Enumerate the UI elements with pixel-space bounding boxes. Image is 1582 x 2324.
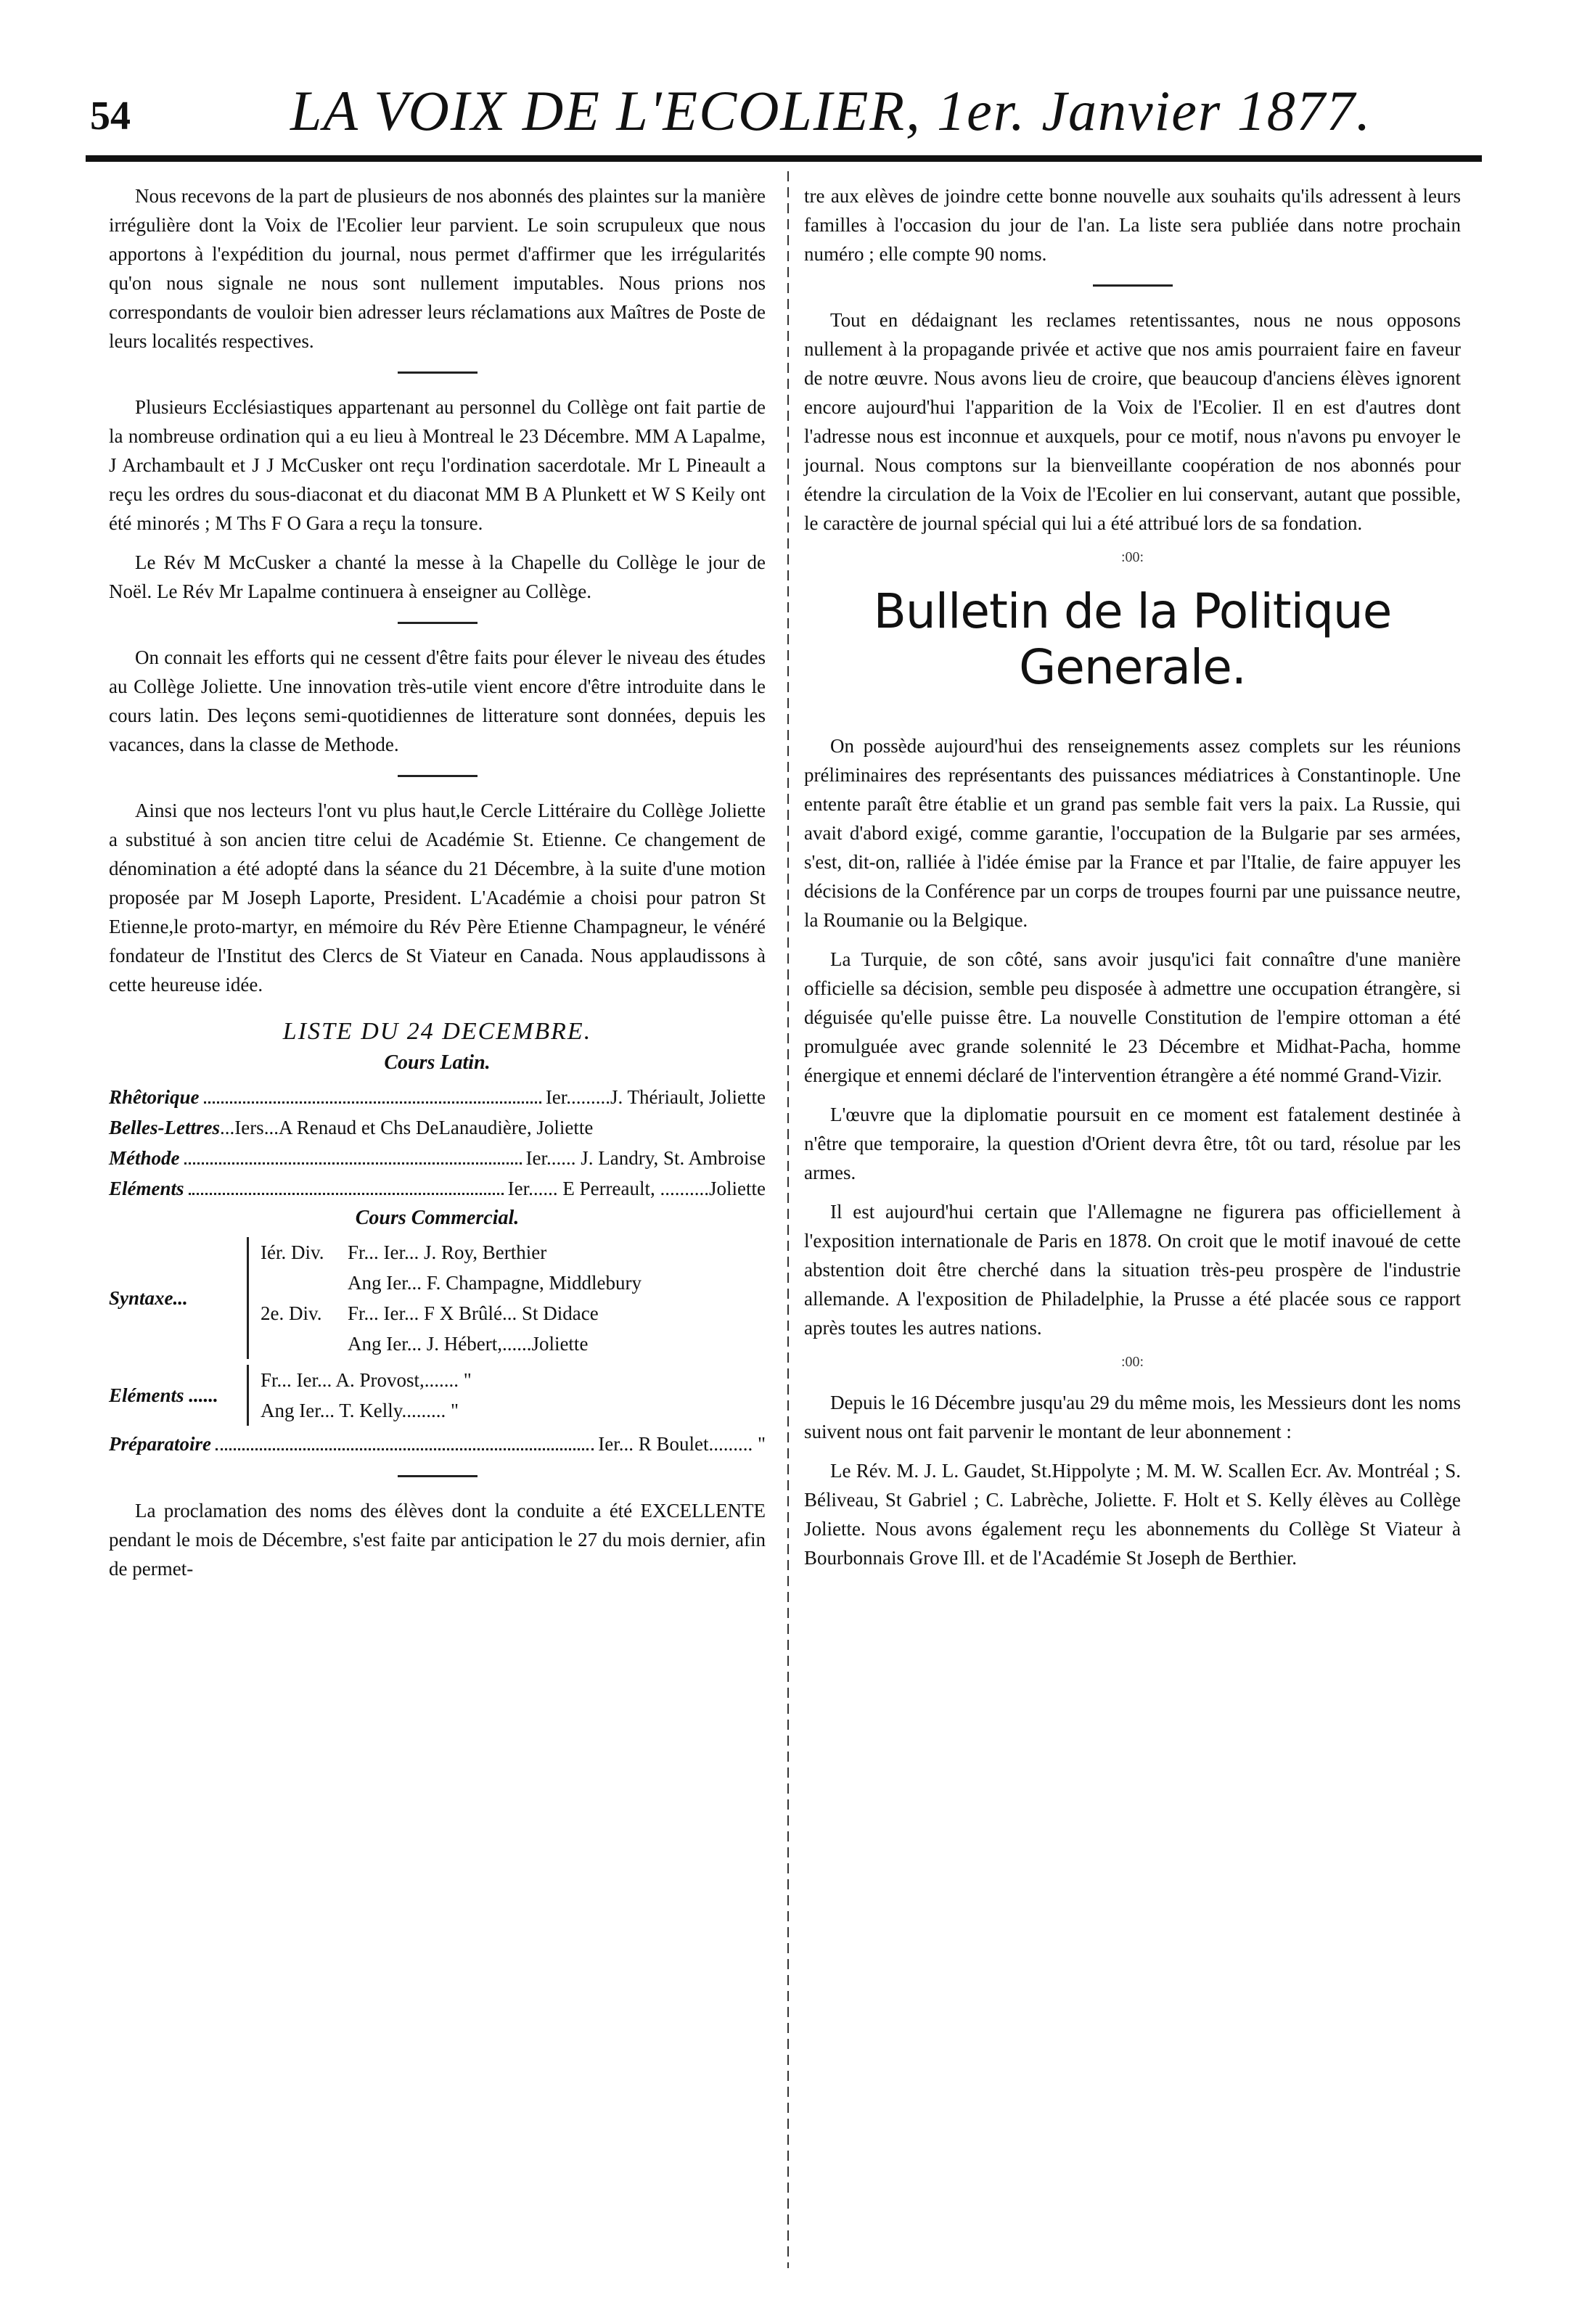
entry-value: Ier.........J. Thériault, Joliette bbox=[545, 1086, 766, 1108]
list-item bbox=[109, 1143, 766, 1173]
column-divider bbox=[787, 171, 789, 2268]
bulletin-paragraph: Il est aujourd'hui certain que l'Allemagne ne figurera pas officiellement à l'exposition internationale de Paris en 1878. On croit que le motif inavoué de cette abstention doit être cherché dans la situation très-peu prospère de l'industrie allemande. A l'exposition de Philadelphie, la Prusse a été placée sous ce rapport après toutes les autres nations. bbox=[804, 1201, 1461, 1339]
cours-commercial-heading: Cours Commercial. bbox=[355, 1207, 520, 1229]
notice-subscribers: Nous recevons de la part de plusieurs de nos abonnés des plaintes sur la manière irrégulière dont la Voix de l'Ecolier leur parvient. Le soin scrupuleux que nous apportons à l'expédition du journal, nous permet d'affirmer que les irrégularités qu'on nous signale ne nous sont nullement imputables. Nous prions nos correspondants de vouloir bien adresser leurs réclamations aux Maîtres de Poste de leurs localités respectives. bbox=[109, 185, 766, 352]
bulletin-paragraph: On possède aujourd'hui des renseignements assez complets sur les réunions préliminaires des représentants des puissances médiatrices à Constantinople. Une entente paraît être établie et un grand pas semble fait vers la paix. La Russie, qui avait d'abord exigé, comme garantie, l'occupation de la Bulgarie par ses armées, s'est, dit-on, ralliée à l'idée émise par la France et par l'Italie, de faire appuyer les décisions de la Conférence par un corps de troupes fourni par une puissance neutre, la Roumanie ou la Belgique. bbox=[804, 735, 1461, 931]
separator bbox=[398, 1475, 478, 1477]
entry-label: Belles-Lettres bbox=[109, 1117, 220, 1138]
division-label: 2e. Div. bbox=[261, 1302, 322, 1324]
notice-propaganda: Tout en dédaignant les reclames retentissantes, nous ne nous opposons nullement à la propagande privée et active que nos amis pourraient faire en faveur de notre œuvre. Nous avons lieu de croire, que beaucoup d'anciens élèves ignorent encore aujourd'hui l'apparition de la Voix de l'Ecolier. Il en est d'autres dont l'adresse nous est inconnue et auxquels, pour ce motif, nous n'avons pu envoyer le journal. Nous comptons sur la bienveillante coopération de nos abonnés pour étendre la circulation de la Voix de l'Ecolier en lui conservant, autant que possible, le caractère de journal spécial qui lui a été attribué lors de sa fondation. bbox=[804, 309, 1461, 534]
cours-latin-heading: Cours Latin. bbox=[384, 1051, 491, 1074]
left-column bbox=[109, 181, 766, 1593]
entry-label: Rhêtorique bbox=[109, 1086, 200, 1108]
list-item bbox=[109, 1173, 766, 1204]
list-item: Fr... Ier... F X Brûlé... St Didace bbox=[348, 1302, 599, 1324]
entry-label: Eléments bbox=[109, 1178, 184, 1199]
notice-academie: Ainsi que nos lecteurs l'ont vu plus haut,le Cercle Littéraire du Collège Joliette a substitué à son ancien titre celui de Académie St. Etienne. Ce changement de dénomination a été adopté dans la séance du 21 Décembre, à la suite d'une motion proposée par M Joseph Laporte, President. L'Académie a choisi pour patron St Etienne,le proto-martyr, en mémoire du Rév Père Etienne Champagneur, le vénéré fondateur de l'Institut des Clercs de St Viateur en Canada. Nous applaudissons à cette heureuse idée. bbox=[109, 800, 766, 995]
list-item: Ang Ier... J. Hébert,......Joliette bbox=[348, 1333, 589, 1355]
notice-proclamation-continued: tre aux elèves de joindre cette bonne nouvelle aux souhaits qu'ils adressent à leurs familles à l'occasion du jour de l'an. La liste sera publiée dans notre prochain numéro ; elle compte 90 noms. bbox=[804, 185, 1461, 265]
list-item: Fr... Ier... J. Roy, Berthier bbox=[348, 1241, 547, 1263]
entry-label: Méthode bbox=[109, 1147, 180, 1169]
entry-value: Ier... R Boulet......... " bbox=[598, 1433, 766, 1455]
separator bbox=[398, 622, 478, 624]
list-item: Ang Ier... T. Kelly......... " bbox=[261, 1400, 459, 1421]
bulletin-headline: Bulletin de la Politique Generale. bbox=[873, 583, 1392, 695]
right-column bbox=[804, 181, 1461, 1582]
entry-value: Ier...... E Perreault, ..........Joliette bbox=[507, 1178, 766, 1199]
list-item bbox=[109, 1082, 766, 1112]
bulletin-paragraph: L'œuvre que la diplomatie poursuit en ce moment est fatalement destinée à n'être que temporaire, la question d'Orient devra être, tôt ou tard, résolue par les armes. bbox=[804, 1104, 1461, 1183]
ornament: :00: bbox=[1120, 1354, 1144, 1370]
notice-ordination: Plusieurs Ecclésiastiques appartenant au personnel du Collège ont fait partie de la nombreuse ordination qui a eu lieu à Montreal le 23 Décembre. MM A Lapalme, J Archambault et J J McCusker ont reçu l'ordination sacerdotale. Mr L Pineault a reçu les ordres du sous-diaconat et du diaconat MM B A Plunkett et W S Keily ont été minorés ; M Ths F O Gara a reçu la tonsure. bbox=[109, 396, 766, 534]
list-title: LISTE DU 24 DECEMBRE. bbox=[282, 1018, 592, 1045]
notice-studies: On connait les efforts qui ne cessent d'être faits pour élever le niveau des études au Collège Joliette. Une innovation très-utile vient encore d'être introduite dans le cours latin. Des leçons semi-quotidiennes de litterature sont données, depuis les vacances, dans la classe de Methode. bbox=[109, 646, 766, 755]
list-item: Ang Ier... F. Champagne, Middlebury bbox=[348, 1272, 642, 1294]
page-number: 54 bbox=[90, 94, 131, 139]
division-label: Iér. Div. bbox=[261, 1241, 324, 1263]
elements-group bbox=[109, 1365, 766, 1426]
syntaxe-group bbox=[109, 1237, 766, 1359]
ornament: :00: bbox=[1120, 549, 1144, 565]
notice-mass: Le Rév M McCusker a chanté la messe à la Chapelle du Collège le jour de Noël. Le Rév Mr Lapalme continuera à enseigner au Collège. bbox=[109, 551, 766, 602]
list-item bbox=[109, 1429, 766, 1459]
header-rule bbox=[86, 155, 1482, 162]
subscriptions-intro: Depuis le 16 Décembre jusqu'au 29 du même mois, les Messieurs dont les noms suivent nous ont fait parvenir le montant de leur abonnement : bbox=[804, 1392, 1461, 1442]
bulletin-paragraph: La Turquie, de son côté, sans avoir jusqu'ici fait connaître d'une manière officielle sa décision, semble peu disposée à admettre une occupation étrangère, si déguisée qu'elle puisse être. La nouvelle Constitution de l'empire ottoman a été promulguée avec grande solennité le 23 Décembre et Midhat-Pacha, homme énergique et ennemi déclaré de l'intervention étrangère a été nommé Grand-Vizir. bbox=[804, 948, 1461, 1086]
masthead-title: LA VOIX DE L'ECOLIER, 1er. Janvier 1877. bbox=[290, 79, 1372, 142]
entry-label: Préparatoire bbox=[109, 1433, 211, 1455]
separator bbox=[1093, 284, 1173, 287]
group-label: Eléments ...... bbox=[109, 1384, 218, 1406]
entry-value: ...Iers...A Renaud et Chs DeLanaudière, Joliette bbox=[219, 1117, 594, 1138]
notice-proclamation: La proclamation des noms des élèves dont la conduite a été EXCELLENTE pendant le mois de Décembre, s'est faite par anticipation le 27 du mois dernier, afin de permet- bbox=[109, 1500, 766, 1580]
list-item: Fr... Ier... A. Provost,....... " bbox=[261, 1369, 472, 1391]
separator bbox=[398, 775, 478, 777]
subscriptions-list: Le Rév. M. J. L. Gaudet, St.Hippolyte ; M. M. W. Scallen Ecr. Av. Montréal ; S. Béliveau, St Gabriel ; C. Labrèche, Joliette. F. Holt et S. Kelly élèves au Collège Joliette. Nous avons également reçu les abonnements du Collège St Viateur à Bourbonnais Grove Ill. et de l'Académie St Joseph de Berthier. bbox=[804, 1460, 1461, 1569]
entry-value: Ier...... J. Landry, St. Ambroise bbox=[525, 1147, 766, 1169]
separator bbox=[398, 371, 478, 374]
group-label: Syntaxe... bbox=[109, 1287, 188, 1309]
list-item bbox=[109, 1112, 766, 1143]
